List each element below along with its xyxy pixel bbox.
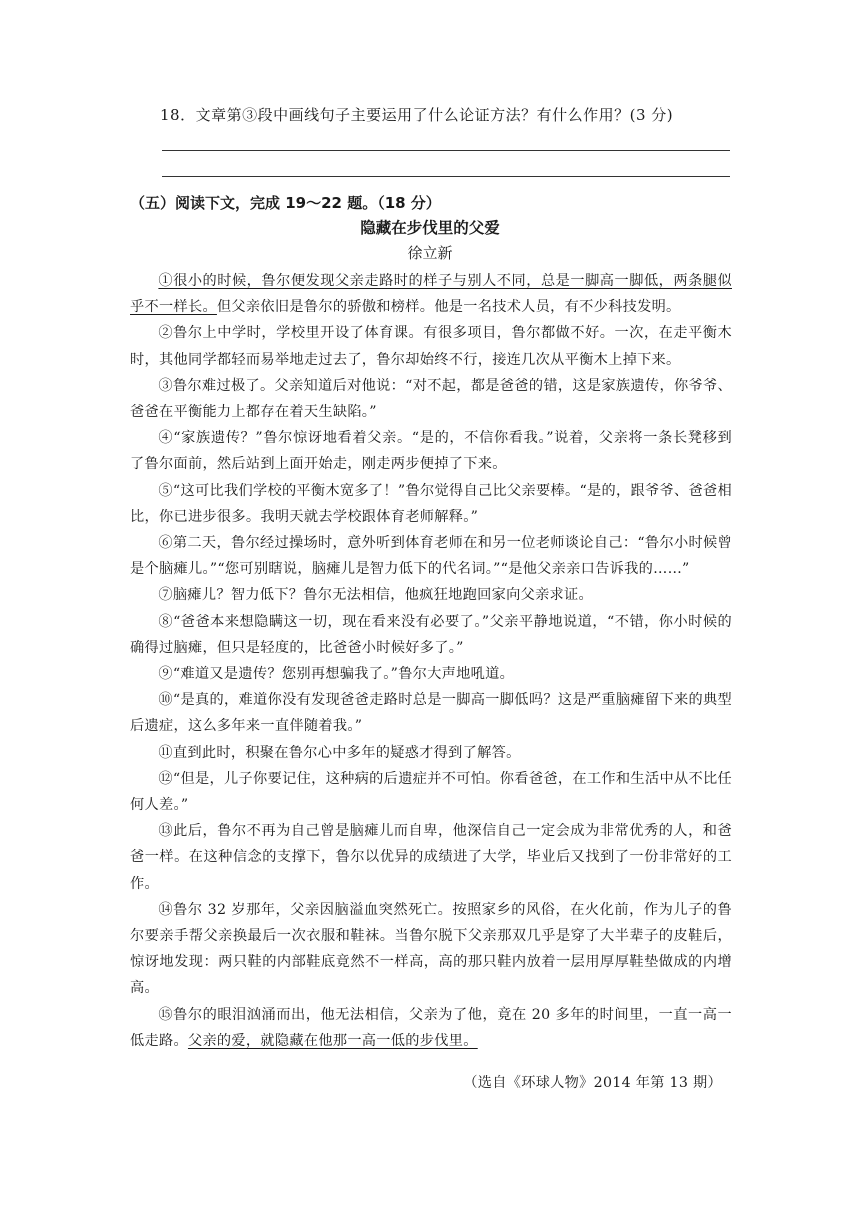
answer-line-2[interactable] xyxy=(162,176,730,177)
paragraph-10: ⑩“是真的，难道你没有发现爸爸走路时总是一脚高一脚低吗？这是严重脑瘫留下来的典型后遗症，这么多年来一直伴随着我。” xyxy=(130,692,732,735)
paragraph-7: ⑦脑瘫儿？智力低下？鲁尔无法相信，他疯狂地跑回家向父亲求证。 xyxy=(158,587,594,604)
paragraph-15-part1: ⑮鲁尔的眼泪汹涌而出，他无法相信，父亲为了他，竟在 20 多年的时间里，一直一高一低走路。 xyxy=(130,1006,732,1049)
paragraph-14: ⑭鲁尔 32 岁那年，父亲因脑溢血突然死亡。按照家乡的风俗，在火化前，作为儿子的鲁尔要亲手帮父亲换最后一次衣服和鞋袜。当鲁尔脱下父亲那双几乎是穿了大半辈子的皮鞋后，惊讶地发现：两只鞋的内部鞋底竟然不一样高，高的那只鞋内放着一层用厚厚鞋垫做成的内增高。 xyxy=(130,901,732,997)
paragraph-13: ⑬此后，鲁尔不再为自己曾是脑瘫儿而自卑，他深信自己一定会成为非常优秀的人，和爸爸一样。在这种信念的支撑下，鲁尔以优异的成绩进了大学，毕业后又找到了一份非常好的工作。 xyxy=(130,823,732,892)
paragraph-9: ⑨“难道又是遗传？您别再想骗我了。”鲁尔大声地吼道。 xyxy=(158,666,515,683)
paragraph-1-rest: 但父亲依旧是鲁尔的骄傲和榜样。他是一名技术人员，有不少科技发明。 xyxy=(216,299,681,316)
paragraph-4: ④“家族遗传？”鲁尔惊讶地看着父亲。“是的，不信你看我。”说着，父亲将一条长凳移到了鲁尔面前，然后站到上面开始走，刚走两步便掉了下来。 xyxy=(130,430,732,473)
paragraph-1 xyxy=(130,268,732,320)
article-author: 徐立新 xyxy=(407,244,453,262)
paragraph-15 xyxy=(130,1002,732,1054)
article-title: 隐藏在步伐里的父爱 xyxy=(360,219,500,237)
answer-line-1[interactable] xyxy=(162,150,730,151)
paragraph-8: ⑧“爸爸本来想隐瞒这一切，现在看来没有必要了。”父亲平静地说道，“不错，你小时候的确得过脑瘫，但只是轻度的，比爸爸小时候好多了。” xyxy=(130,613,732,656)
paragraph-11: ⑪直到此时，积聚在鲁尔心中多年的疑惑才得到了解答。 xyxy=(158,744,521,761)
paragraph-6: ⑥第二天，鲁尔经过操场时，意外听到体育老师在和另一位老师谈论自己：“鲁尔小时候曾是个脑瘫儿。”“您可别瞎说，脑瘫儿是智力低下的代名词。”“是他父亲亲口告诉我的……” xyxy=(130,535,732,578)
section-header: （五）阅读下文，完成 19～22 题。（18 分） xyxy=(130,194,441,212)
paragraph-12: ⑫“但是，儿子你要记住，这种病的后遗症并不可怕。你看爸爸，在工作和生活中从不比任何人差。” xyxy=(130,770,732,814)
paragraph-5: ⑤“这可比我们学校的平衡木宽多了！”鲁尔觉得自己比父亲要棒。“是的，跟爷爷、爸爸相比，你已进步很多。我明天就去学校跟体育老师解释。” xyxy=(130,482,732,525)
article-body xyxy=(130,268,732,1054)
underlined-sentence-final: 父亲的爱，就隐藏在他那一高一低的步伐里。 xyxy=(187,1032,478,1049)
paragraph-2: ②鲁尔上中学时，学校里开设了体育课。有很多项目，鲁尔都做不好。一次，在走平衡木时，其他同学都轻而易举地走过去了，鲁尔却始终不行，接连几次从平衡木上掉下来。 xyxy=(130,325,732,368)
question-18: 18．文章第③段中画线句子主要运用了什么论证方法？有什么作用？(3 分) xyxy=(160,106,674,124)
source-citation: （选自《环球人物》2014 年第 13 期） xyxy=(463,1075,722,1091)
paragraph-3: ③鲁尔难过极了。父亲知道后对他说：“对不起，都是爸爸的错，这是家族遗传，你爷爷、爸爸在平衡能力上都存在着天生缺陷。” xyxy=(130,377,732,421)
underlined-sentence: ①很小的时候，鲁尔便发现父亲走路时的样子与别人不同，总是一脚高一脚低，两条腿似乎不一样长。 xyxy=(130,273,732,316)
